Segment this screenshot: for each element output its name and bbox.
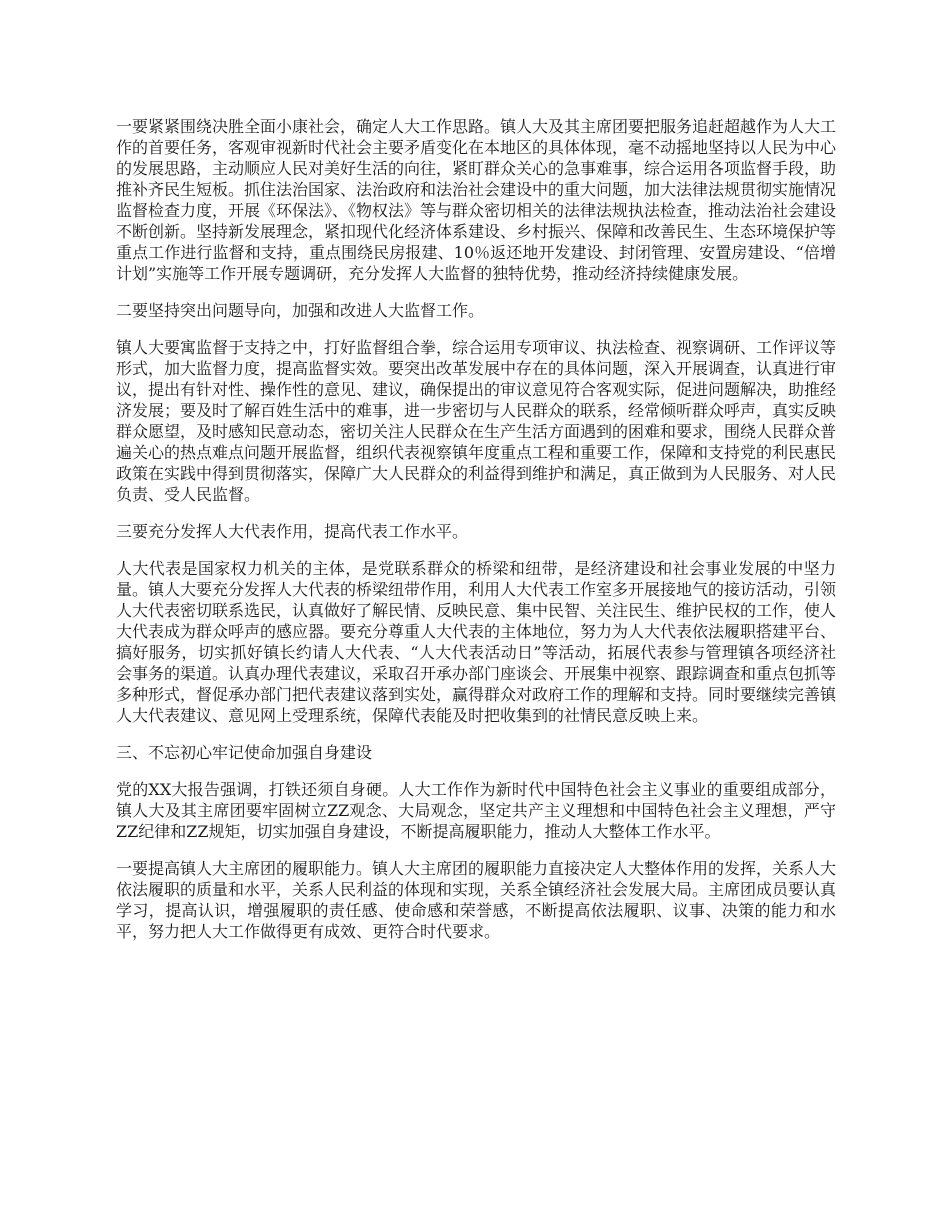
paragraph-8: 一要提高镇人大主席团的履职能力。镇人大主席团的履职能力直接决定人大整体作用的发挥，关系人大依法履职的质量和水平，关系人民利益的体现和实现，关系全镇经济社会发展大局。主席团成员要认真学习，提高认识，增强履职的责任感、使命感和荣誉感，不断提高依法履职、议事、决策的能力和水平，努力把人大工作做得更有成效、更符合时代要求。 xyxy=(116,859,837,941)
paragraph-3: 镇人大要寓监督于支持之中，打好监督组合拳，综合运用专项审议、执法检查、视察调研、工作评议等形式，加大监督力度，提高监督实效。要突出改革发展中存在的具体问题，深入开展调查，认真进行审议，提出有针对性、操作性的意见、建议，确保提出的审议意见符合客观实际，促进问题解决，助推经济发展；要及时了解百姓生活中的难事，进一步密切与人民群众的联系，经常倾听群众呼声，真实反映群众愿望，及时感知民意动态，密切关注人民群众在生产生活方面遇到的困难和要求，围绕人民群众普遍关心的热点难点问题开展监督，组织代表视察镇年度重点工程和重要工作，保障和支持党的利民惠民政策在实践中得到贯彻落实，保障广大人民群众的利益得到维护和满足，真正做到为人民服务、对人民负责、受人民监督。 xyxy=(116,338,837,504)
paragraph-4-heading: 三要充分发挥人大代表作用，提高代表工作水平。 xyxy=(116,522,469,541)
paragraph-2-heading: 二要坚持突出问题导向，加强和改进人大监督工作。 xyxy=(116,301,485,320)
paragraph-1: 一要紧紧围绕决胜全面小康社会，确定人大工作思路。镇人大及其主席团要把服务追赶超越作为人大工作的首要任务，客观审视新时代社会主要矛盾变化在本地区的具体体现，毫不动摇地坚持以人民为中心的发展思路，主动顺应人民对美好生活的向往，紧盯群众关心的急事难事，综合运用各项监督手段，助推补齐民生短板。抓住法治国家、法治政府和法治社会建设中的重大问题，加大法律法规贯彻实施情况监督检查力度，开展《环保法》、《物权法》等与群众密切相关的法律法规执法检查，推动法治社会建设不断创新。坚持新发展理念，紧扣现代化经济体系建设、乡村振兴、保障和改善民生、生态环境保护等重点工作进行监督和支持，重点围绕民房报建、10％返还地开发建设、封闭管理、安置房建设、“倍增计划”实施等工作开展专题调研，充分发挥人大监督的独特优势，推动经济持续健康发展。 xyxy=(116,117,837,283)
paragraph-7: 党的XX大报告强调，打铁还须自身硬。人大工作作为新时代中国特色社会主义事业的重要组成部分，镇人大及其主席团要牢固树立ZZ观念、大局观念，坚定共产主义理想和中国特色社会主义理想，严守ZZ纪律和ZZ规矩，切实加强自身建设，不断提高履职能力，推动人大整体工作水平。 xyxy=(116,780,836,841)
document-page xyxy=(116,116,836,958)
section-heading: 三、不忘初心牢记使命加强自身建设 xyxy=(116,743,373,762)
paragraph-5: 人大代表是国家权力机关的主体，是党联系群众的桥梁和纽带，是经济建设和社会事业发展的中坚力量。镇人大要充分发挥人大代表的桥梁纽带作用，利用人大代表工作室多开展接地气的接访活动，引领人大代表密切联系选民，认真做好了解民情、反映民意、集中民智、关注民生、维护民权的工作，使人大代表成为群众呼声的感应器。要充分尊重人大代表的主体地位，努力为人大代表依法履职搭建平台、搞好服务，切实抓好镇长约请人大代表、“人大代表活动日”等活动，拓展代表参与管理镇各项经济社会事务的渠道。认真办理代表建议，采取召开承办部门座谈会、开展集中视察、跟踪调查和重点包抓等多种形式，督促承办部门把代表建议落到实处，赢得群众对政府工作的理解和支持。同时要继续完善镇人大代表建议、意见网上受理系统，保障代表能及时把收集到的社情民意反映上来。 xyxy=(116,559,837,725)
